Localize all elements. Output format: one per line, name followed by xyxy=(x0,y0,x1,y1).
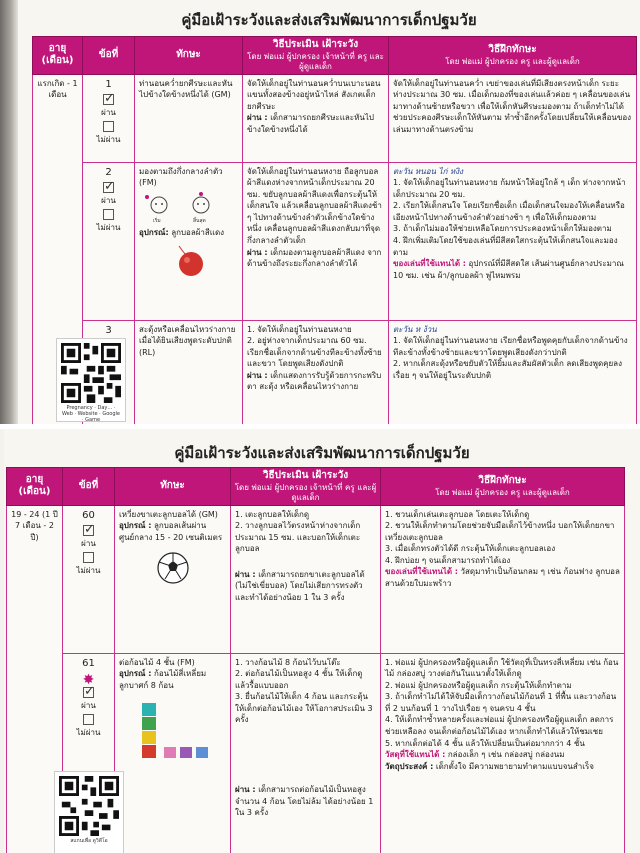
table-row xyxy=(33,162,637,320)
header-age: อายุ (เดือน) xyxy=(7,468,63,506)
baby-faces-illustration xyxy=(139,191,229,225)
item-number-cell: 2 ✓ ผ่าน ไม่ผ่าน xyxy=(83,162,135,320)
page-top xyxy=(18,0,640,424)
pass-checkbox[interactable] xyxy=(83,525,94,536)
item-number-cell: 60 ✓ ผ่าน ไม่ผ่าน xyxy=(63,505,115,653)
header-skill: ทักษะ xyxy=(135,37,243,75)
assess-cell: 1. เตะลูกบอลให้เด็กดู 2. วางลูกบอลไว้ตรงหน้าห่างจากเด็กประมาณ 15 ซม. และบอกให้เด็กเตะลูกบอล ผ่าน : เด็กสามารถยกขาเตะลูกบอลได้ (ไม่ใช่เขี่ยบอล) โดยไม่เสียการทรงตัวและทำได้อย่างน้อย 1 ใน 3 ครั้ง xyxy=(231,505,381,653)
qr-code-icon xyxy=(59,776,119,836)
wooden-blocks-image xyxy=(128,697,218,777)
header-assess: วิธีประเมิน เฝ้าระวัง โดย พ่อแม่ ผู้ปกครอง เจ้าหน้าที่ ครู และผู้ดูแลเด็ก xyxy=(231,468,381,506)
qr-code-icon xyxy=(61,343,121,403)
assess-cell: 1. จัดให้เด็กอยู่ในท่านอนหงาย 2. อยู่ห่างจากเด็กประมาณ 60 ซม. เรียกชื่อเด็กจากด้านข้างทีละข้างทั้งซ้ายและขวา โดยพูดเสียงดังปกติ ผ่าน : เด็กแสดงการรับรู้ด้วยการกะพริบตา สะดุ้ง หรือเคลื่อนไหวร่างกาย xyxy=(243,320,389,424)
header-train: วิธีฝึกทักษะ โดย พ่อแม่ ผู้ปกครอง ครู และผู้ดูแลเด็ก xyxy=(389,37,637,75)
soccer-ball-image xyxy=(156,551,190,585)
header-age: อายุ (เดือน) xyxy=(33,37,83,75)
skill-cell: สะดุ้งหรือเคลื่อนไหวร่างกายเมื่อได้ยินเสียงพูดระดับปกติ (RL) xyxy=(135,320,243,424)
train-cell: 1. ชวนเด็กเล่นเตะลูกบอล โดยเตะให้เด็กดู 2. ชวนให้เด็กทำตามโดยช่วยจับมือเด็กไว้ข้างหนึ่ง บอกให้เด็กยกขาเหวี่ยงเตะลูกบอล 3. เมื่อเด็กทรงตัวได้ดี กระตุ้นให้เด็กเตะลูกบอลเอง 4. ฝึกบ่อย ๆ จนเด็กสามารถทำได้เอง ของเล่นที่ใช้แทนได้ : วัสดุมาทำเป็นก้อนกลม ๆ เช่น ก้อนฟาง ลูกบอลสานด้วยใบมะพร้าว xyxy=(381,505,625,653)
item-number-cell: 1 ✓ ผ่าน ไม่ผ่าน xyxy=(83,74,135,162)
assess-cell: 1. วางก้อนไม้ 8 ก้อนไว้บนโต๊ะ 2. ต่อก้อนไม้เป็นหอสูง 4 ชั้น ให้เด็กดูแล้วรื้อแบบออก 3. ยื่นก้อนไม้ให้เด็ก 4 ก้อน และกระตุ้นให้เด็กต่อก้อนไม้เอง ให้โอกาสประเมิน 3 ครั้ง ผ่าน : เด็กสามารถต่อก้อนไม้เป็นหอสูงจำนวน 4 ก้อน โดยไม่ล้ม ได้อย่างน้อย 1 ใน 3 ครั้ง xyxy=(231,653,381,853)
table-row xyxy=(7,505,625,653)
item-number-cell: 61 ✸ ✓ ผ่าน ไม่ผ่าน xyxy=(63,653,115,853)
skill-cell: ท่านอนคว่ำยกศีรษะและหันไปข้างใดข้างหนึ่งได้ (GM) xyxy=(135,74,243,162)
age-cell: แรกเกิด - 1 เดือน xyxy=(33,74,83,424)
train-cell: จัดให้เด็กอยู่ในท่านอนคว่ำ เขย่าของเล่นที่มีเสียงตรงหน้าเด็ก ระยะห่างประมาณ 30 ซม. เมื่อเด็กมองที่ของเล่นแล้วค่อย ๆ เคลื่อนของเล่นมาทางด้านซ้ายหรือขวา เพื่อให้เด็กหันศีรษะมองตาม ถ้าเด็กทำไม่ได้ช่วยประคองศีรษะเด็กให้หันตาม ทำซ้ำอีกครั้งโดยเปลี่ยนให้เคลื่อนของเล่นมาทางด้านตรงข้าม xyxy=(389,74,637,162)
book-binding xyxy=(0,0,18,424)
header-assess: วิธีประเมิน เฝ้าระวัง โดย พ่อแม่ ผู้ปกครอง เจ้าหน้าที่ ครู และผู้ดูแลเด็ก xyxy=(243,37,389,75)
face-label-start: เริ่ม xyxy=(153,217,161,224)
page-bottom xyxy=(4,429,640,853)
item-number-cell: 3 ✓ xyxy=(83,320,135,424)
pass-checkbox[interactable] xyxy=(103,94,114,105)
face-label-end: สิ้นสุด xyxy=(193,217,206,224)
red-ball-image xyxy=(169,242,209,278)
skill-cell: มองตามถึงกึ่งกลางลำตัว (FM) เริ่ม สิ้นสุด อุปกรณ์: ลูกบอลผ้าสีแดง xyxy=(135,162,243,320)
qr-caption: สแกนเพื่อ ดูวิดีโอ xyxy=(70,838,108,844)
pass-checkbox[interactable] xyxy=(103,182,114,193)
qr-caption: Pregnancy · Day… · Web · Website · Google · Game xyxy=(61,405,120,423)
table-row xyxy=(33,74,637,162)
assess-cell: จัดให้เด็กอยู่ในท่านอนหงาย ถือลูกบอลผ้าสีแดงห่างจากหน้าเด็กประมาณ 20 ซม. ขยับลูกบอลผ้าสีแดงเพื่อกระตุ้นให้เด็กสนใจ แล้วเคลื่อนลูกบอลผ้าสีแดงช้า ๆ ไปทางด้านข้างลำตัวเด็กข้างใดข้างหนึ่ง เคลื่อนลูกบอลผ้าสีแดงกลับมาที่จุดกึ่งกลางลำตัวเด็ก ผ่าน : เด็กมองตามลูกบอลผ้าสีแดง จากด้านข้างถึงระยะกึ่งกลางลำตัวได้ xyxy=(243,162,389,320)
pass-checkbox[interactable] xyxy=(83,687,94,698)
header-no: ข้อที่ xyxy=(83,37,135,75)
train-cell: ตะวัน หนอน ไก่ หงิง 1. จัดให้เด็กอยู่ในท่านอนหงาย ก้มหน้าให้อยู่ใกล้ ๆ เด็ก ห่างจากหน้าเด็กประมาณ 20 ซม. 2. เรียกให้เด็กสนใจ โดยเรียกชื่อเด็ก เมื่อเด็กสนใจมองให้เคลื่อนหรือเอียงหน้าไปทางด้านข้างลำตัวอย่างช้า ๆ เพื่อให้เด็กมองตาม 3. ถ้าเด็กไม่มองให้ช่วยเหลือโดยการประคองหน้าเด็กให้มองตาม 4. ฝึกเพิ่มเติมโดยใช้ของเล่นที่มีสีสดใสกระตุ้นให้เด็กสนใจและมองตาม ของเล่นที่ใช้แทนได้ : อุปกรณ์ที่มีสีสดใส เส้นผ่านศูนย์กลางประมาณ 10 ซม. เช่น ผ้า/ลูกบอลผ้า พู่ไหมพรม xyxy=(389,162,637,320)
age-cell: 19 - 24 (1 ปี 7 เดือน - 2 ปี) xyxy=(7,505,63,853)
fail-checkbox[interactable] xyxy=(83,714,94,725)
header-train: วิธีฝึกทักษะ โดย พ่อแม่ ผู้ปกครอง ครู และผู้ดูแลเด็ก xyxy=(381,468,625,506)
header-skill: ทักษะ xyxy=(115,468,231,506)
skill-cell: เหวี่ยงขาเตะลูกบอลได้ (GM) อุปกรณ์ : ลูกบอลเส้นผ่านศูนย์กลาง 15 - 20 เซนติเมตร xyxy=(115,505,231,653)
page-title: คู่มือเฝ้าระวังและส่งเสริมพัฒนาการเด็กปฐมวัย xyxy=(174,444,470,462)
fail-checkbox[interactable] xyxy=(83,552,94,563)
handwritten-note: ตะวัน หนอน ไก่ หงิง xyxy=(393,166,464,176)
photo-bottom xyxy=(0,429,640,853)
qr-code[interactable] xyxy=(56,338,126,422)
train-cell: ตะวัน ห ง้วน 1. จัดให้เด็กอยู่ในท่านอนหงาย เรียกชื่อหรือพูดคุยกับเด็กจากด้านข้างทีละข้างทั้งข้างซ้ายและขวาโดยพูดเสียงดังกว่าปกติ 2. หากเด็กสะดุ้งหรือขยับตัวให้ยิ้มและสัมผัสตัวเด็ก ลดเสียงพูดคุยลงเรื่อย ๆ จนให้อยู่ในระดับปกติ xyxy=(389,320,637,424)
assess-cell: จัดให้เด็กอยู่ในท่านอนคว่ำบนเบาะนอนแขนทั้งสองข้างอยู่หน้าไหล่ สังเกตเด็กยกศีรษะ ผ่าน : เด็กสามารถยกศีรษะและหันไปข้างใดข้างหนึ่งได้ xyxy=(243,74,389,162)
skill-cell: ต่อก้อนไม้ 4 ชั้น (FM) อุปกรณ์ : ก้อนไม้สี่เหลี่ยมลูกบาศก์ 8 ก้อน xyxy=(115,653,231,853)
handwritten-note: ตะวัน ห ง้วน xyxy=(393,324,437,334)
page-title: คู่มือเฝ้าระวังและส่งเสริมพัฒนาการเด็กปฐมวัย xyxy=(181,11,477,29)
header-no: ข้อที่ xyxy=(63,468,115,506)
fail-checkbox[interactable] xyxy=(103,121,114,132)
photo-top xyxy=(0,0,640,424)
fail-checkbox[interactable] xyxy=(103,209,114,220)
qr-code[interactable] xyxy=(54,771,124,853)
train-cell: 1. พ่อแม่ ผู้ปกครองหรือผู้ดูแลเด็ก ใช้วัตถุที่เป็นทรงสี่เหลี่ยม เช่น ก้อนไม้ กล่องสบู่ วางต่อกันในแนวตั้งให้เด็กดู 2. พ่อแม่ ผู้ปกครองหรือผู้ดูแลเด็ก กระตุ้นให้เด็กทำตาม 3. ถ้าเด็กทำไม่ได้ให้จับมือเด็กวางก้อนไม้ก้อนที่ 1 ที่พื้น และวางก้อนที่ 2 บนก้อนที่ 1 วางไปเรื่อย ๆ จนครบ 4 ชั้น 4. ให้เด็กทำซ้ำหลายครั้งและพ่อแม่ ผู้ปกครองหรือผู้ดูแลเด็ก ลดการช่วยเหลือลง จนเด็กต่อก้อนไม้ได้เอง หากเด็กทำได้แล้วให้ชมเชย 5. หากเด็กต่อได้ 4 ชั้น แล้วให้เปลี่ยนเป็นต่อมากกว่า 4 ชั้น วัสดุที่ใช้แทนได้ : กล่องเล็ก ๆ เช่น กล่องสบู่ กล่องนม วัตถุประสงค์ : เด็กตั้งใจ มีความพยายามทำตามแบบจนสำเร็จ xyxy=(381,653,625,853)
star-icon: ✸ xyxy=(82,672,95,688)
